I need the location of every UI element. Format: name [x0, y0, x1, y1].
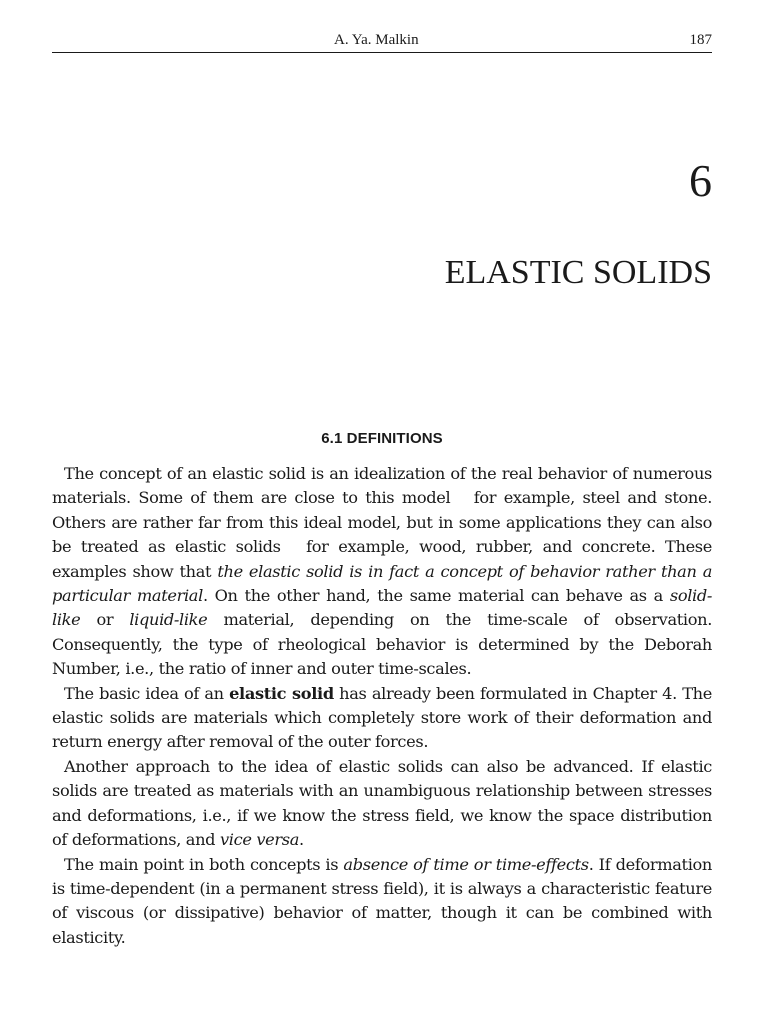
text-run: The basic idea of an — [64, 683, 230, 703]
chapter-title: ELASTIC SOLIDS — [444, 254, 712, 291]
text-run: or — [80, 610, 130, 630]
text-run: . On the other hand, the same material can behave as a — [202, 586, 670, 606]
text-run: . — [299, 830, 304, 850]
paragraph-2 — [52, 682, 712, 755]
header-author: A. Ya. Malkin — [334, 32, 419, 48]
paragraph-1 — [52, 462, 712, 682]
text-run: material, depending on the time-scale of observation. Consequently, the type of rheological behavior is determined by the Deborah Number, i.e., the ratio of inner and outer time-scales. — [52, 610, 713, 679]
text-run: . If deformation is time-dependent (in a permanent stress field), it is always a characteristic feature of viscous (or dissipative) behavior of matter, though it can be combined with elasticity. — [52, 854, 712, 947]
italic-run: vice versa — [220, 830, 300, 850]
text-run: has already been formulated in Chapter 4. The elastic solids are materials which completely store work of their deformation and return energy after removal of the outer forces. — [52, 683, 712, 752]
header-page-number: 187 — [689, 32, 712, 48]
italic-run: liquid-like — [129, 610, 208, 630]
bold-run: elastic solid — [229, 683, 334, 703]
text-run: Another approach to the idea of elastic solids can also be advanced. If elastic solids are treated as materials with an unambiguous relationship between stresses and deformations, i.e., if we know the stress field, we know the space distribution of deformations, and — [52, 756, 712, 850]
section-heading: 6.1 DEFINITIONS — [321, 430, 443, 447]
paragraph-3 — [52, 755, 712, 853]
chapter-number: 6 — [689, 155, 712, 206]
italic-run: absence of time or time-effects — [343, 854, 589, 874]
text-run: The concept of an elastic solid is an idealization of the real behavior of numerous materials. Some of them are close to this model for example, steel and stone. Others are rather far from this ideal model, but in some applications they can also be treated as elastic solids for example, wood, rubber, and concrete. These examples show that — [52, 464, 712, 581]
text-run: The main point in both concepts is — [64, 854, 344, 874]
body-text — [52, 462, 712, 950]
italic-run: the elastic solid is in fact a concept of behavior rather than a particular material — [52, 561, 712, 606]
running-header — [52, 32, 712, 53]
paragraph-4 — [52, 853, 712, 951]
book-page — [52, 0, 712, 1024]
italic-run: solid-like — [52, 586, 712, 630]
